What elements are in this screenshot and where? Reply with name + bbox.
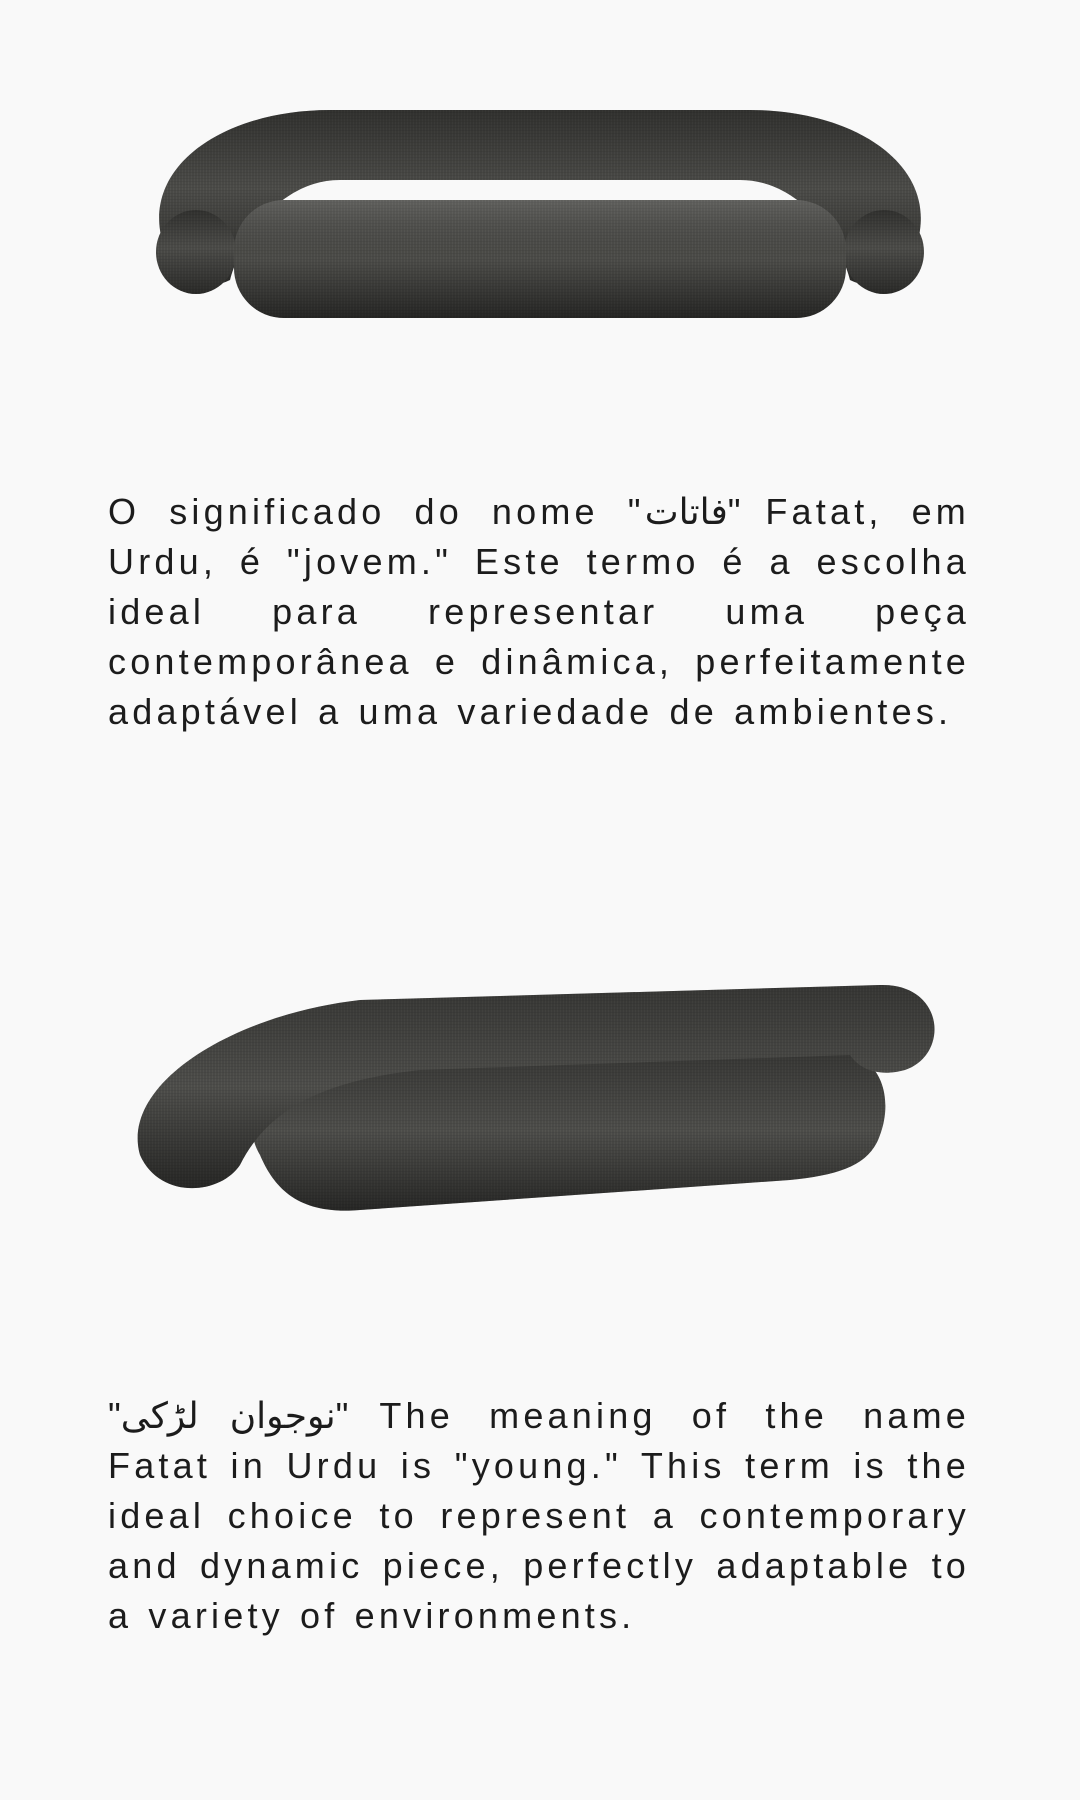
sofa-angled-image [0,905,1080,1245]
description-english: "نوجوان لڑکی" The meaning of the name Fatat in Urdu is "young." This term is the ideal choice to represent a contemporary and dynamic piece, perfectly adaptable to a variety of environments. [108,1395,971,1636]
sofa-angled-illustration [0,905,1080,1245]
sofa-front-illustration [0,80,1080,340]
description-portuguese: O significado do nome "فاتات" Fatat, em Urdu, é "jovem." Este termo é a escolha ideal para representar uma peça contemporânea e dinâmica, perfeitamente adaptável a uma variedade de ambientes. [108,491,970,732]
sofa-front-image [0,80,1080,340]
